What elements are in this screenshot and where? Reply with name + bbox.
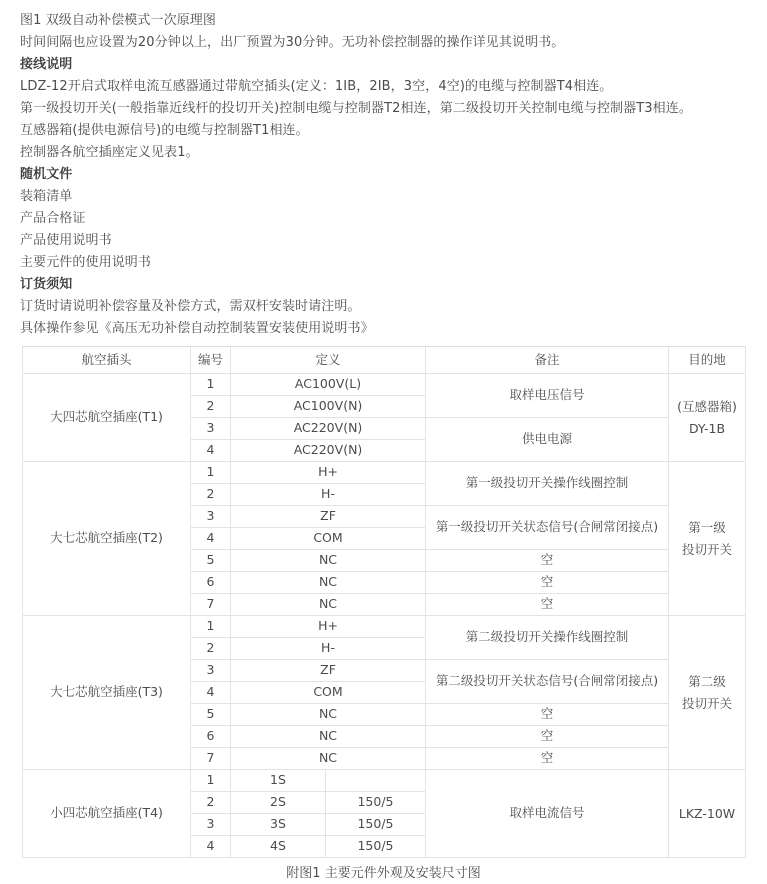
figure-caption-top: 图1 双级自动补偿模式一次原理图	[20, 13, 217, 28]
cell-number: 3	[191, 814, 231, 836]
cell-number: 3	[191, 660, 231, 682]
document-body	[0, 0, 767, 340]
cell-definition: 3S	[231, 814, 326, 836]
destination-line: 第二级	[688, 674, 726, 690]
cell-number: 1	[191, 770, 231, 792]
cell-definition: NC	[231, 704, 426, 726]
intro-paragraph: 时间间隔也应设置为20分钟以上，出厂预置为30分钟。无功补偿控制器的操作详见其说明书。	[20, 35, 565, 50]
cell-number: 4	[191, 682, 231, 704]
spec-table-wrapper	[0, 340, 767, 858]
cell-number: 4	[191, 440, 231, 462]
cell-definition: 4S	[231, 836, 326, 858]
cell-ratio	[326, 770, 426, 792]
cell-definition: NC	[231, 572, 426, 594]
cell-definition: AC220V(N)	[231, 440, 426, 462]
table-body	[23, 374, 746, 858]
cell-note: 供电电源	[426, 418, 669, 462]
destination-line: 第一级	[688, 520, 726, 536]
cell-note: 第二级投切开关操作线圈控制	[426, 616, 669, 660]
cell-definition: 1S	[231, 770, 326, 792]
destination-line: 投切开关	[682, 695, 733, 711]
cell-ratio: 150/5	[326, 836, 426, 858]
cell-note: 空	[426, 726, 669, 748]
cell-number: 5	[191, 550, 231, 572]
group-plug-t1: 大四芯航空插座(T1)	[23, 374, 191, 462]
header-note: 备注	[426, 347, 669, 374]
cell-number: 2	[191, 396, 231, 418]
cell-note: 空	[426, 550, 669, 572]
destination-line: LKZ-10W	[678, 805, 736, 821]
cell-number: 6	[191, 572, 231, 594]
group-destination-t1	[669, 374, 746, 462]
figure-caption-bottom: 附图1 主要元件外观及安装尺寸图	[286, 866, 481, 881]
cell-note: 取样电流信号	[426, 770, 669, 858]
cell-definition: ZF	[231, 660, 426, 682]
group-destination-t2	[669, 462, 746, 616]
table-row	[23, 374, 746, 396]
table-row	[23, 770, 746, 792]
wiring-line-2: 第一级投切开关(一般指靠近线杆的投切开关)控制电缆与控制器T2相连，第二级投切开关控制电缆与控制器T3相连。	[20, 101, 692, 116]
cell-note: 第一级投切开关操作线圈控制	[426, 462, 669, 506]
table-row	[23, 616, 746, 638]
wiring-line-4: 控制器各航空插座定义见表1。	[20, 145, 199, 160]
documents-line-3: 产品使用说明书	[20, 233, 112, 248]
cell-note: 空	[426, 704, 669, 726]
cell-number: 4	[191, 836, 231, 858]
documents-line-4: 主要元件的使用说明书	[20, 255, 152, 270]
cell-ratio: 150/5	[326, 814, 426, 836]
documents-line-2: 产品合格证	[20, 211, 86, 226]
group-plug-t4: 小四芯航空插座(T4)	[23, 770, 191, 858]
cell-definition: 2S	[231, 792, 326, 814]
cell-definition: NC	[231, 748, 426, 770]
group-destination-t3	[669, 616, 746, 770]
destination-line: (互感器箱)	[677, 399, 737, 415]
cell-note: 空	[426, 594, 669, 616]
cell-note: 第二级投切开关状态信号(合闸常闭接点)	[426, 660, 669, 704]
section-heading-documents: 随机文件	[20, 167, 73, 182]
cell-definition: H+	[231, 616, 426, 638]
cell-number: 4	[191, 528, 231, 550]
cell-definition: H-	[231, 638, 426, 660]
header-plug: 航空插头	[23, 347, 191, 374]
cell-definition: H-	[231, 484, 426, 506]
cell-definition: COM	[231, 682, 426, 704]
cell-definition: NC	[231, 550, 426, 572]
group-plug-t2: 大七芯航空插座(T2)	[23, 462, 191, 616]
cell-definition: NC	[231, 726, 426, 748]
table-header-row	[23, 347, 746, 374]
wiring-line-1: LDZ-12开启式取样电流互感器通过带航空插头(定义：1IB，2IB，3空，4空)的电缆与控制器T4相连。	[20, 79, 613, 94]
header-definition: 定义	[231, 347, 426, 374]
aviation-plug-table	[22, 346, 746, 858]
header-destination: 目的地	[669, 347, 746, 374]
cell-definition: AC220V(N)	[231, 418, 426, 440]
cell-definition: AC100V(N)	[231, 396, 426, 418]
cell-number: 3	[191, 506, 231, 528]
table-row	[23, 462, 746, 484]
cell-number: 3	[191, 418, 231, 440]
cell-number: 6	[191, 726, 231, 748]
cell-ratio: 150/5	[326, 792, 426, 814]
wiring-line-3: 互感器箱(提供电源信号)的电缆与控制器T1相连。	[20, 123, 309, 138]
cell-definition: AC100V(L)	[231, 374, 426, 396]
cell-number: 5	[191, 704, 231, 726]
group-plug-t3: 大七芯航空插座(T3)	[23, 616, 191, 770]
cell-note: 取样电压信号	[426, 374, 669, 418]
group-destination-t4	[669, 770, 746, 858]
cell-number: 2	[191, 792, 231, 814]
cell-number: 7	[191, 748, 231, 770]
cell-number: 1	[191, 374, 231, 396]
cell-definition: COM	[231, 528, 426, 550]
ordering-line-2: 具体操作参见《高压无功补偿自动控制装置安装使用说明书》	[20, 321, 374, 336]
destination-line: DY-1B	[688, 420, 726, 436]
cell-number: 1	[191, 462, 231, 484]
section-heading-ordering: 订货须知	[20, 277, 73, 292]
cell-number: 2	[191, 638, 231, 660]
header-number: 编号	[191, 347, 231, 374]
cell-note: 第一级投切开关状态信号(合闸常闭接点)	[426, 506, 669, 550]
ordering-line-1: 订货时请说明补偿容量及补偿方式，需双杆安装时请注明。	[20, 299, 361, 314]
cell-number: 2	[191, 484, 231, 506]
cell-definition: H+	[231, 462, 426, 484]
cell-number: 7	[191, 594, 231, 616]
cell-number: 1	[191, 616, 231, 638]
cell-note: 空	[426, 748, 669, 770]
cell-definition: ZF	[231, 506, 426, 528]
cell-note: 空	[426, 572, 669, 594]
section-heading-wiring: 接线说明	[20, 57, 73, 72]
cell-definition: NC	[231, 594, 426, 616]
destination-line: 投切开关	[682, 541, 733, 557]
documents-line-1: 装箱清单	[20, 189, 73, 204]
